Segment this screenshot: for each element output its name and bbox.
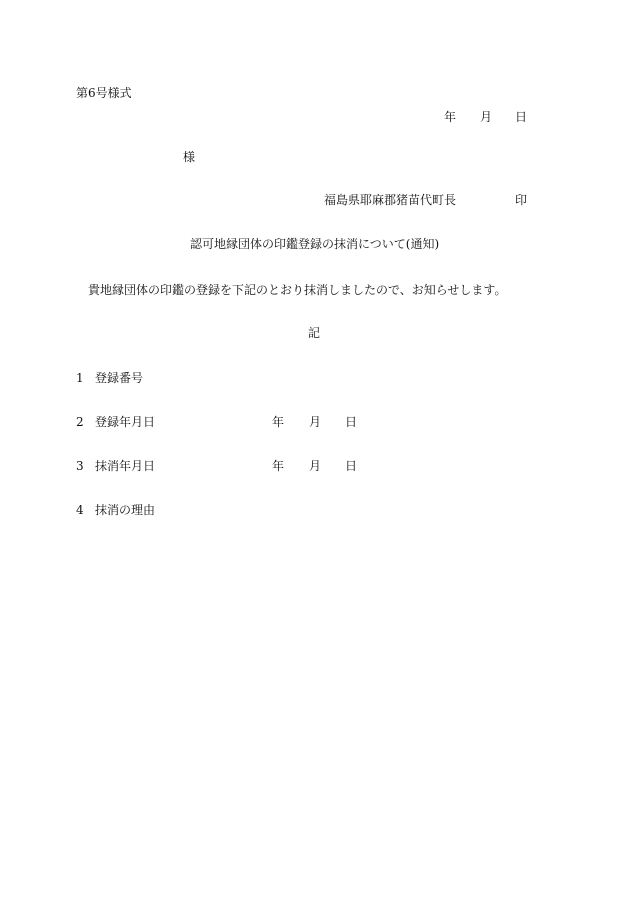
form-number: 第6号様式 [76, 86, 132, 100]
item-day: 日 [345, 459, 358, 473]
item-number: 4 [76, 503, 84, 517]
date-day: 日 [515, 110, 528, 124]
item-year: 年 [272, 415, 285, 429]
sender: 福島県耶麻郡猪苗代町長 [324, 193, 457, 207]
item-year: 年 [272, 459, 285, 473]
item-label: 登録番号 [95, 371, 144, 385]
item-number: 1 [76, 371, 84, 385]
ki-heading: 記 [308, 326, 321, 340]
date-year: 年 [444, 110, 457, 124]
item-label: 抹消年月日 [95, 459, 156, 473]
document-title: 認可地縁団体の印鑑登録の抹消について(通知) [190, 237, 440, 251]
date-month: 月 [480, 110, 493, 124]
item-month: 月 [309, 415, 322, 429]
item-label: 登録年月日 [95, 415, 156, 429]
addressee-suffix: 様 [183, 150, 196, 164]
body-text: 貴地縁団体の印鑑の登録を下記のとおり抹消しましたので、お知らせします。 [88, 283, 507, 297]
item-month: 月 [309, 459, 322, 473]
item-number: 3 [76, 459, 84, 473]
item-label: 抹消の理由 [95, 503, 156, 517]
item-number: 2 [76, 415, 84, 429]
item-day: 日 [345, 415, 358, 429]
seal-mark: 印 [515, 193, 528, 207]
